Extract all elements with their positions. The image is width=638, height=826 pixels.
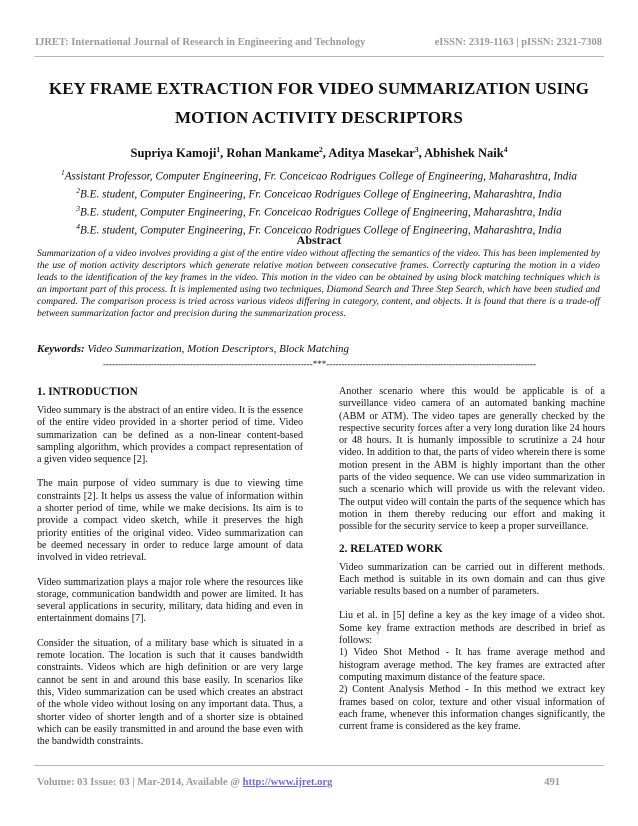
right-column [339, 386, 605, 733]
paper-title [30, 74, 608, 132]
author-sup: 3 [414, 145, 419, 154]
paragraph: The main purpose of video summary is due to viewing time constraints [2]. It helps us assess the value of information within a shorter period of time, while we make decisions. Its aim is to provide a compact video sketch, while it preserves the high priority entities of the original video. Video summarization can be deemed necessary in order to reduce large amount of data involved in video retrieval. [37, 478, 303, 564]
author-sup: 2 [319, 145, 323, 154]
paragraph: Video summarization can be carried out in different methods. Each method is suitable in its own domain and can thus give variable results based on a number of parameters. [339, 561, 605, 598]
affiliation-list [30, 166, 608, 238]
left-column [37, 386, 303, 748]
list-item: 1) Video Shot Method - It has frame average method and histogram average method. The key frames are extracted after computing maximum distance of the feature space. [339, 647, 605, 683]
author: Supriya Kamoji [130, 146, 217, 161]
section-heading-introduction: 1. INTRODUCTION [37, 386, 138, 398]
paragraph: Another scenario where this would be applicable is of a surveillance video camera of an automated banking machine (ABM or ATM). The video tapes are generally checked by the respective security forces after a very long duration like 24 hours or 48 hours. It is humanly impossible to scrutinize a 24 hour video. In addition to that, the parts of video wherein there is some motion present in the ABM is highly important than the other parts of the video sequence. We can use video summarization in such a scenario which will provide us with the relevant video. The output video will contain the parts of the sequence which has motion in them thereby reducing our effort and making it possible for the security service to keep a proper surveillance. [339, 386, 605, 533]
journal-name: IJRET: International Journal of Research in Engineering and Technology [35, 37, 366, 48]
title-line-1: KEY FRAME EXTRACTION FOR VIDEO SUMMARIZATION USING [48, 79, 590, 98]
affiliation: $^2$B.E. student, Computer Engineering, Fr. Conceicao Rodrigues College of Engineering, Maharashtra, India [76, 186, 562, 201]
paragraph: Consider the situation, of a military base which is situated in a remote location. The location is such that it causes bandwidth constraints. Videos which are high definition or are very large cannot be sent in and around this base easily. In scenarios like this, Video summarization can be used which creates an abstract of the whole video without losing on any important data. Thus, a shorter video of shorter length and of a shorter size is obtained which can be easily transmitted in and around the base even with the bandwidth constraints. [37, 637, 303, 748]
paragraph: Video summary is the abstract of an entire video. It is the essence of the entire video provided in a shorter period of time. Video summarization can be defined as a non-linear content-based sampling algorithm, which provides a compact representation of a given video sequence [2]. [37, 405, 303, 466]
author-sup: 4 [503, 145, 508, 154]
affiliation: $^4$B.E. student, Computer Engineering, Fr. Conceicao Rodrigues College of Engineering, Maharashtra, India [76, 222, 562, 237]
affiliation: $^3$B.E. student, Computer Engineering, Fr. Conceicao Rodrigues College of Engineering, Maharashtra, India [76, 204, 562, 219]
keywords-label: Keywords: [37, 343, 85, 355]
header-rule [34, 56, 604, 57]
abstract-body: Summarization of a video involves providing a gist of the entire video without affecting the semantics of the video. This has been implemented by the use of motion activity descriptors which generate relative motion between consecutive frames. Correctly capturing the motion in a video leads to the identification of the key frames in the video. This motion in the video can be obtained by using block matching techniques which is an important part of this process. It is implemented using two techniques, Diamond Search and Three Step Search, which have been studied and compared. The comparison process is tried across various videos differing in category, content, and objects. It is found that there is a trade-off between summarization factor and precision during the summarization process. [37, 248, 600, 320]
abstract-heading: Abstract [296, 233, 342, 247]
author-list: Supriya Kamoji$^1$, Rohan Mankame$^2$, Aditya Masekar$^3$, Abhishek Naik$^4$ [130, 145, 508, 161]
issn: eISSN: 2319-1163 | pISSN: 2321-7308 [434, 37, 602, 48]
page-number: 491 [544, 777, 560, 788]
journal-link[interactable]: http://www.ijret.org [242, 777, 333, 788]
author: Rohan Mankame [226, 146, 320, 161]
author: Aditya Masekar [328, 146, 415, 161]
paragraph: Video summarization plays a major role where the resources like storage, communication bandwidth and power are limited. It has several applications in security, military, data hiding and even in entertainment domains [7]. [37, 576, 303, 625]
running-header [35, 37, 602, 48]
footer-rule [34, 765, 604, 766]
footer-volume: Volume: 03 Issue: 03 | Mar-2014, Available @ http://www.ijret.org [37, 777, 333, 788]
paragraph: Liu et al. in [5] define a key as the key image of a video shot. Some key frame extraction methods are described in brief as follows: [339, 610, 605, 647]
author-sup: 1 [216, 145, 221, 154]
title-line-2: MOTION ACTIVITY DESCRIPTORS [175, 108, 463, 127]
affiliation: $^1$Assistant Professor, Computer Engineering, Fr. Conceicao Rodrigues College of Engineering, Maharashtra, India [60, 168, 578, 183]
section-separator: ----------------------------------------------------------------------***---------------------------------------------------------------------- [102, 359, 537, 369]
list-item: 2) Content Analysis Method - In this method we extract key frames based on color, texture and other visual information of each frame, whenever this information changes significantly, the current frame is considered as the key frame. [339, 684, 605, 733]
keywords [37, 343, 600, 355]
section-heading-related-work: 2. RELATED WORK [339, 542, 443, 555]
author: Abhishek Naik [424, 146, 504, 161]
keywords-text: Video Summarization, Motion Descriptors, Block Matching [87, 343, 350, 355]
running-footer [37, 777, 560, 788]
